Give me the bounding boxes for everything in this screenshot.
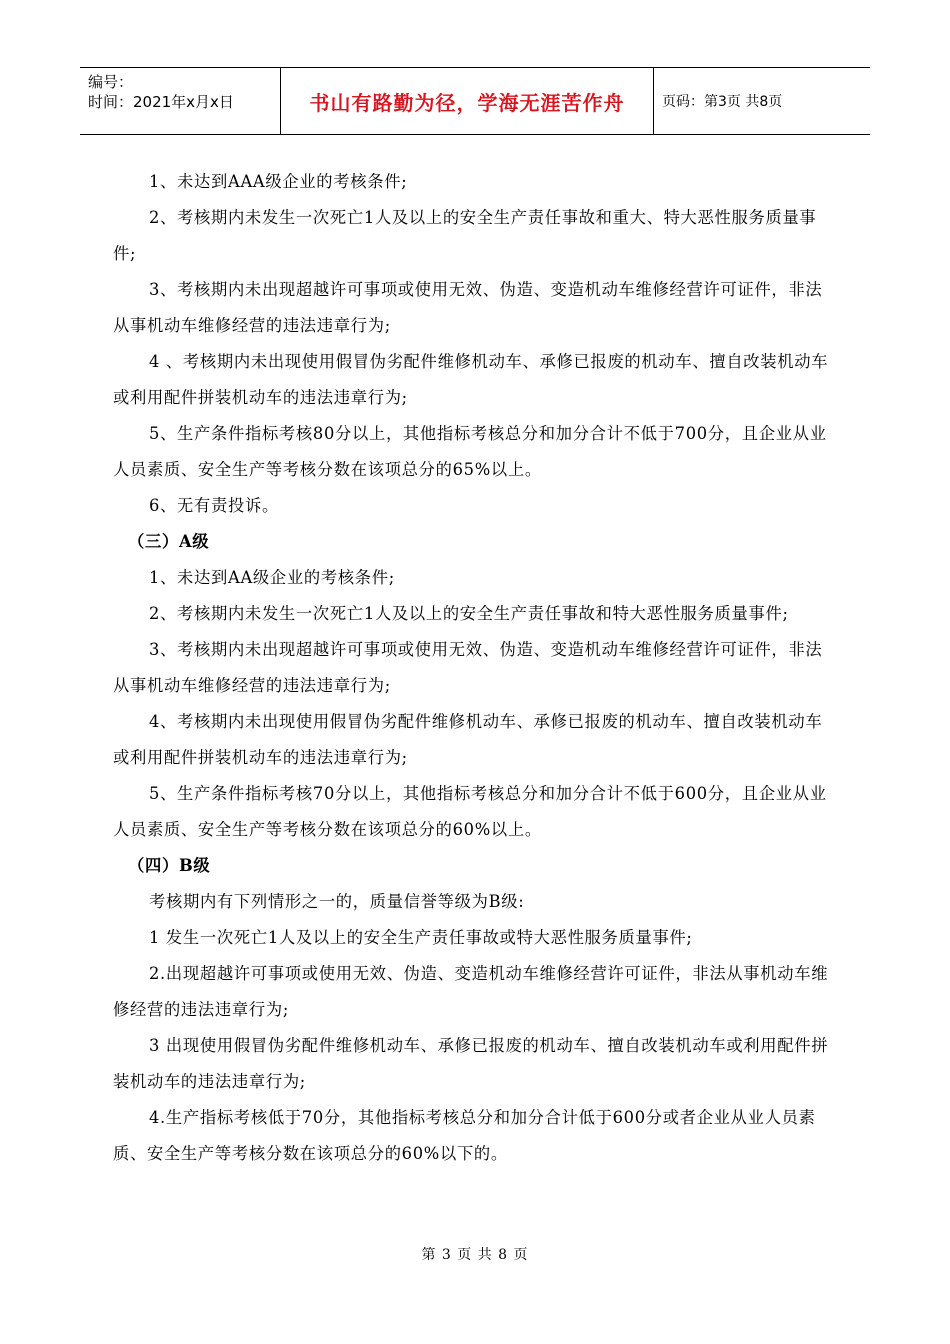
- header-page-info: 页码：第3页 共8页: [662, 94, 783, 110]
- body-paragraph: 2、考核期内未发生一次死亡1人及以上的安全生产责任事故和重大、特大恶性服务质量事件;: [113, 208, 817, 263]
- body-paragraph: 4 、考核期内未出现使用假冒伪劣配件维修机动车、承修已报废的机动车、擅自改装机动车或利用配件拼装机动车的违法违章行为;: [113, 352, 829, 407]
- document-date: 时间：2021年x月x日: [88, 93, 234, 111]
- header-motto: 书山有路勤为径，学海无涯苦作舟: [309, 90, 625, 115]
- page-footer: 第 3 页 共 8 页: [421, 1247, 529, 1263]
- section-heading: （三）A级: [128, 532, 210, 551]
- section-heading: （四）B级: [128, 856, 211, 875]
- document-body: [113, 164, 833, 1172]
- document-header: [80, 67, 870, 135]
- body-paragraph: 3、考核期内未出现超越许可事项或使用无效、伪造、变造机动车维修经营许可证件，非法从事机动车维修经营的违法违章行为;: [113, 640, 823, 695]
- header-meta: [80, 68, 280, 134]
- body-paragraph: 6、无有责投诉。: [149, 496, 279, 515]
- body-paragraph: 1、未达到AAA级企业的考核条件;: [149, 172, 408, 191]
- header-motto-cell: [280, 68, 654, 134]
- body-paragraph: 2.出现超越许可事项或使用无效、伪造、变造机动车维修经营许可证件，非法从事机动车维修经营的违法违章行为;: [113, 964, 829, 1019]
- document-number-label: 编号：: [88, 73, 134, 91]
- body-paragraph: 考核期内有下列情形之一的，质量信誉等级为B级:: [149, 892, 525, 911]
- body-paragraph: 2、考核期内未发生一次死亡1人及以上的安全生产责任事故和特大恶性服务质量事件;: [149, 604, 789, 623]
- body-paragraph: 1、未达到AA级企业的考核条件;: [149, 568, 395, 587]
- body-paragraph: 3、考核期内未出现超越许可事项或使用无效、伪造、变造机动车维修经营许可证件，非法从事机动车维修经营的违法违章行为;: [113, 280, 823, 335]
- body-paragraph: 5、生产条件指标考核80分以上，其他指标考核总分和加分合计不低于700分，且企业从业人员素质、安全生产等考核分数在该项总分的65%以上。: [113, 424, 827, 479]
- header-page-info-cell: [654, 68, 870, 134]
- body-paragraph: 4、考核期内未出现使用假冒伪劣配件维修机动车、承修已报废的机动车、擅自改装机动车或利用配件拼装机动车的违法违章行为;: [113, 712, 823, 767]
- body-paragraph: 5、生产条件指标考核70分以上，其他指标考核总分和加分合计不低于600分，且企业从业人员素质、安全生产等考核分数在该项总分的60%以上。: [113, 784, 827, 839]
- body-paragraph: 3 出现使用假冒伪劣配件维修机动车、承修已报废的机动车、擅自改装机动车或利用配件拼装机动车的违法违章行为;: [113, 1036, 829, 1091]
- body-paragraph: 1 发生一次死亡1人及以上的安全生产责任事故或特大恶性服务质量事件;: [149, 928, 693, 947]
- body-paragraph: 4.生产指标考核低于70分，其他指标考核总分和加分合计低于600分或者企业从业人员素质、安全生产等考核分数在该项总分的60%以下的。: [113, 1108, 816, 1163]
